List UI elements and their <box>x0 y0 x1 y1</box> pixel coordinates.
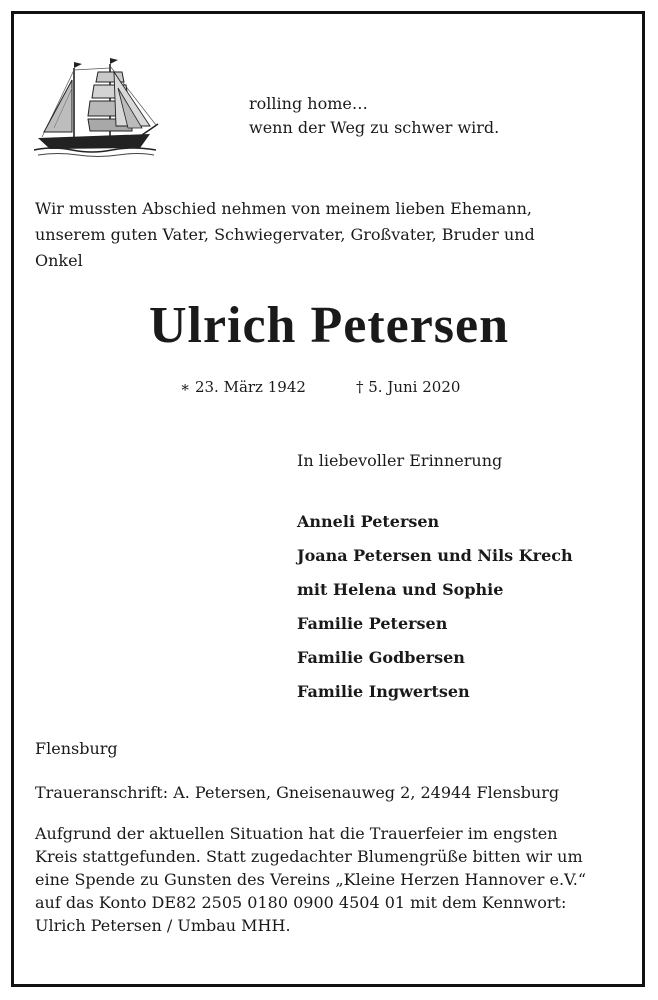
mourning-address: Traueranschrift: A. Petersen, Gneisenauweg 2, 24944 Flensburg <box>35 783 560 802</box>
intro-text <box>35 196 625 274</box>
motto-line: wenn der Weg zu schwer wird. <box>249 118 500 137</box>
intro-line: Wir mussten Abschied nehmen von meinem lieben Ehemann, <box>35 199 533 218</box>
city: Flensburg <box>35 739 118 758</box>
mourner-name: Joana Petersen und Nils Krech <box>297 546 573 565</box>
deceased-name: Ulrich Petersen <box>148 297 510 354</box>
notice-line: eine Spende zu Gunsten des Vereins „Kleine Herzen Hannover e.V.“ <box>35 870 587 889</box>
mourner-name: Familie Godbersen <box>297 648 465 667</box>
funeral-notice <box>35 822 625 937</box>
mourner-name: Familie Ingwertsen <box>297 682 470 701</box>
birth-date: ∗ 23. März 1942 <box>180 378 306 396</box>
notice-line: Ulrich Petersen / Umbau MHH. <box>35 916 291 935</box>
notice-line: Kreis stattgefunden. Statt zugedachter Blumengrüße bitten wir um <box>35 847 583 866</box>
mourner-name: Familie Petersen <box>297 614 448 633</box>
mourners-list <box>297 505 573 709</box>
sailing-ship-icon <box>32 58 160 160</box>
mourner-name: Anneli Petersen <box>297 512 440 531</box>
motto-line: rolling home… <box>249 94 368 113</box>
motto <box>249 92 499 140</box>
mourner-name: mit Helena und Sophie <box>297 580 504 599</box>
death-date: † 5. Juni 2020 <box>356 378 461 396</box>
intro-line: Onkel <box>35 251 83 270</box>
notice-line: Aufgrund der aktuellen Situation hat die Trauerfeier im engsten <box>35 824 558 843</box>
memory-line: In liebevoller Erinnerung <box>297 451 503 470</box>
intro-line: unserem guten Vater, Schwiegervater, Großvater, Bruder und <box>35 225 535 244</box>
notice-line: auf das Konto DE82 2505 0180 0900 4504 01 mit dem Kennwort: <box>35 893 567 912</box>
